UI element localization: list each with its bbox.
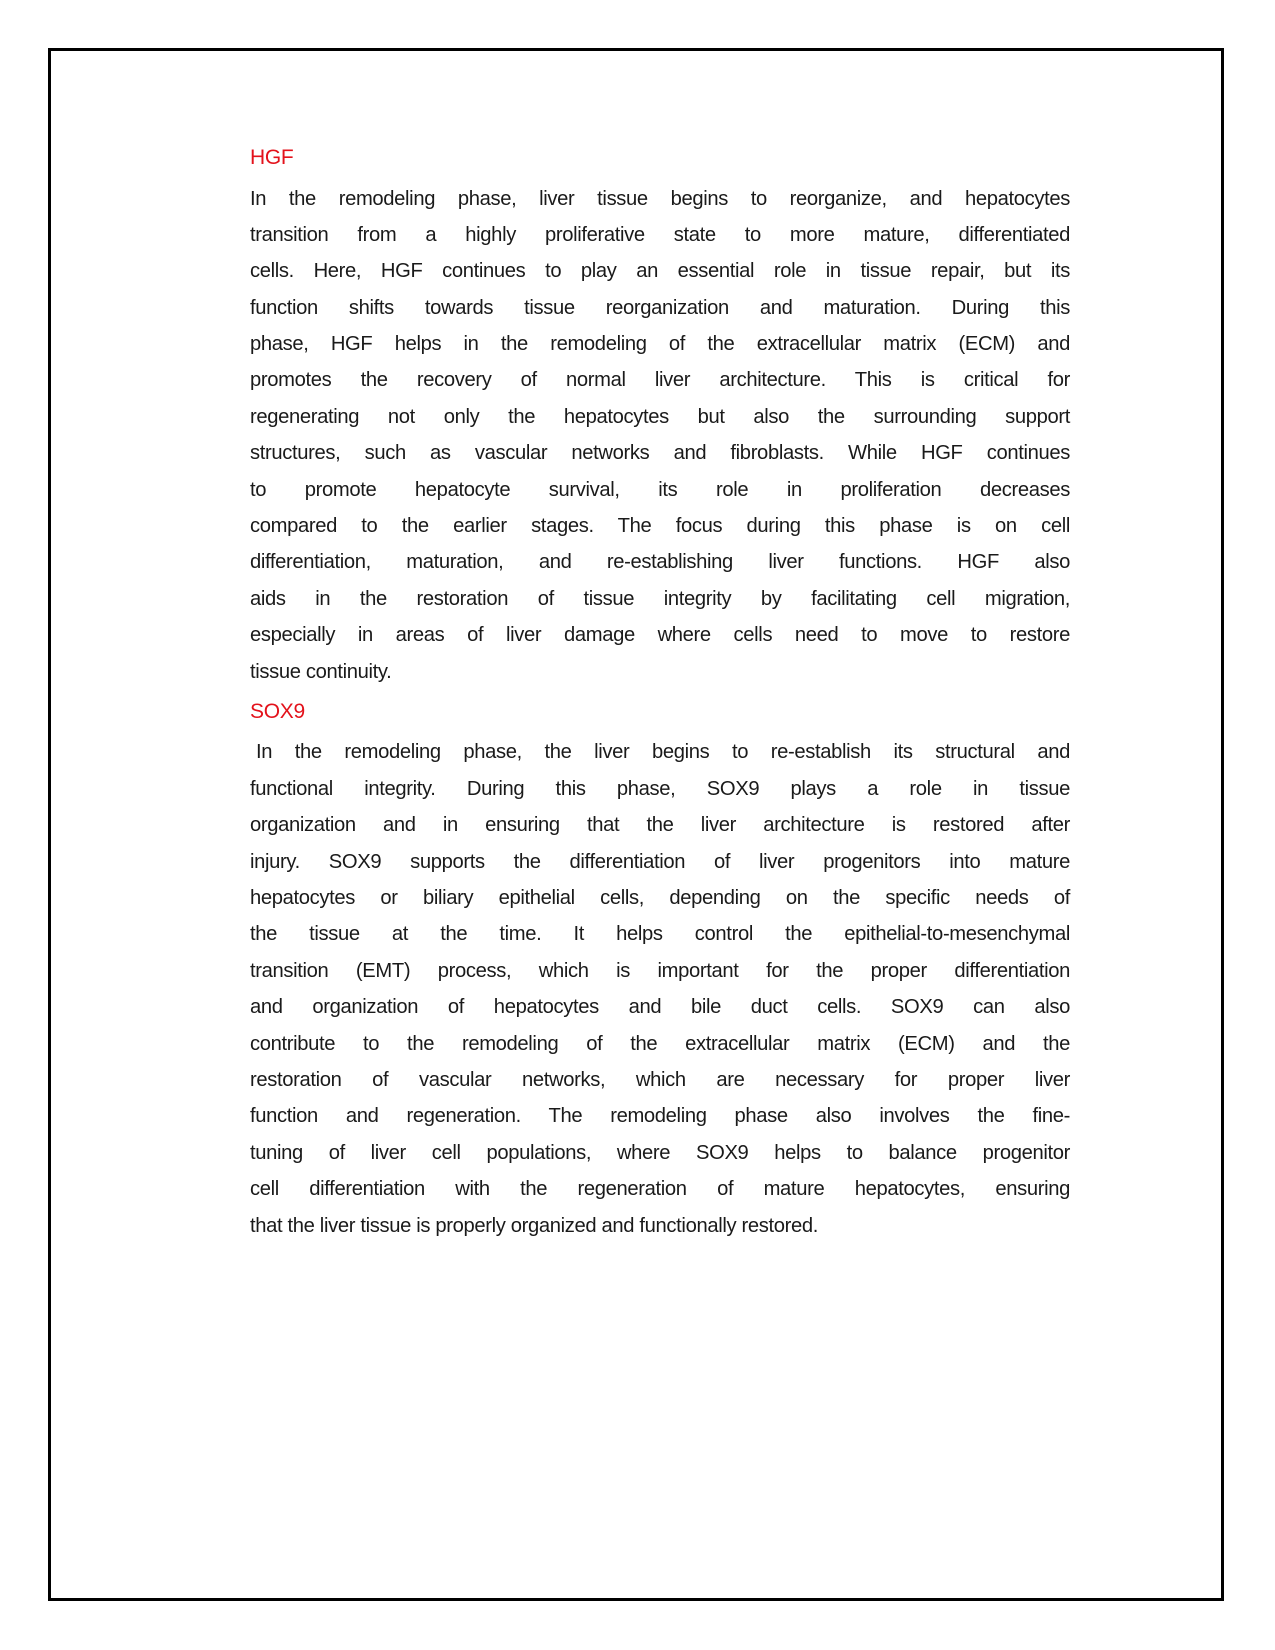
paragraph-line: to promote hepatocyte survival, its role in proliferation decreases <box>250 478 1070 501</box>
paragraph-line: cells. Here, HGF continues to play an essential role in tissue repair, but its <box>250 260 1070 283</box>
paragraph-line: transition (EMT) process, which is important for the proper differentiation <box>250 959 1070 982</box>
paragraph-line: tuning of liver cell populations, where SOX9 helps to balance progenitor <box>250 1141 1070 1164</box>
paragraph-line: compared to the earlier stages. The focus during this phase is on cell <box>250 515 1070 538</box>
paragraph-line: aids in the restoration of tissue integrity by facilitating cell migration, <box>250 587 1070 610</box>
paragraph-line: cell differentiation with the regeneration of mature hepatocytes, ensuring <box>250 1178 1070 1201</box>
paragraph-line: tissue continuity. <box>250 660 392 683</box>
paragraph-line: function and regeneration. The remodeling phase also involves the fine- <box>250 1105 1070 1128</box>
paragraph-line: that the liver tissue is properly organized and functionally restored. <box>250 1214 818 1237</box>
document-body <box>250 140 1070 1248</box>
paragraph-line: differentiation, maturation, and re-establishing liver functions. HGF also <box>250 551 1070 574</box>
paragraph-line: function shifts towards tissue reorganization and maturation. During this <box>250 296 1070 319</box>
paragraph-line: and organization of hepatocytes and bile duct cells. SOX9 can also <box>250 996 1070 1019</box>
paragraph-hgf <box>250 181 1070 690</box>
section-heading-hgf: HGF <box>250 146 294 169</box>
section-hgf <box>250 140 1070 690</box>
paragraph-line: regenerating not only the hepatocytes but also the surrounding support <box>250 405 1070 428</box>
paragraph-line: injury. SOX9 supports the differentiation of liver progenitors into mature <box>250 850 1070 873</box>
paragraph-line: In the remodeling phase, liver tissue begins to reorganize, and hepatocytes <box>250 187 1070 210</box>
paragraph-line: In the remodeling phase, the liver begins to re-establish its structural and <box>256 741 1070 764</box>
paragraph-line: functional integrity. During this phase, SOX9 plays a role in tissue <box>250 777 1070 800</box>
paragraph-line: contribute to the remodeling of the extracellular matrix (ECM) and the <box>250 1032 1070 1055</box>
paragraph-line: restoration of vascular networks, which are necessary for proper liver <box>250 1068 1070 1091</box>
section-sox9 <box>250 694 1070 1244</box>
paragraph-line: especially in areas of liver damage where cells need to move to restore <box>250 624 1070 647</box>
paragraph-line: the tissue at the time. It helps control the epithelial-to-mesenchymal <box>250 923 1070 946</box>
paragraph-line: phase, HGF helps in the remodeling of the extracellular matrix (ECM) and <box>250 333 1070 356</box>
section-heading-sox9: SOX9 <box>250 699 305 723</box>
paragraph-line: promotes the recovery of normal liver architecture. This is critical for <box>250 369 1070 392</box>
paragraph-sox9 <box>250 734 1070 1243</box>
paragraph-line: structures, such as vascular networks and fibroblasts. While HGF continues <box>250 442 1070 465</box>
paragraph-line: organization and in ensuring that the liver architecture is restored after <box>250 814 1070 837</box>
paragraph-line: transition from a highly proliferative state to more mature, differentiated <box>250 223 1070 246</box>
paragraph-line: hepatocytes or biliary epithelial cells, depending on the specific needs of <box>250 887 1070 910</box>
